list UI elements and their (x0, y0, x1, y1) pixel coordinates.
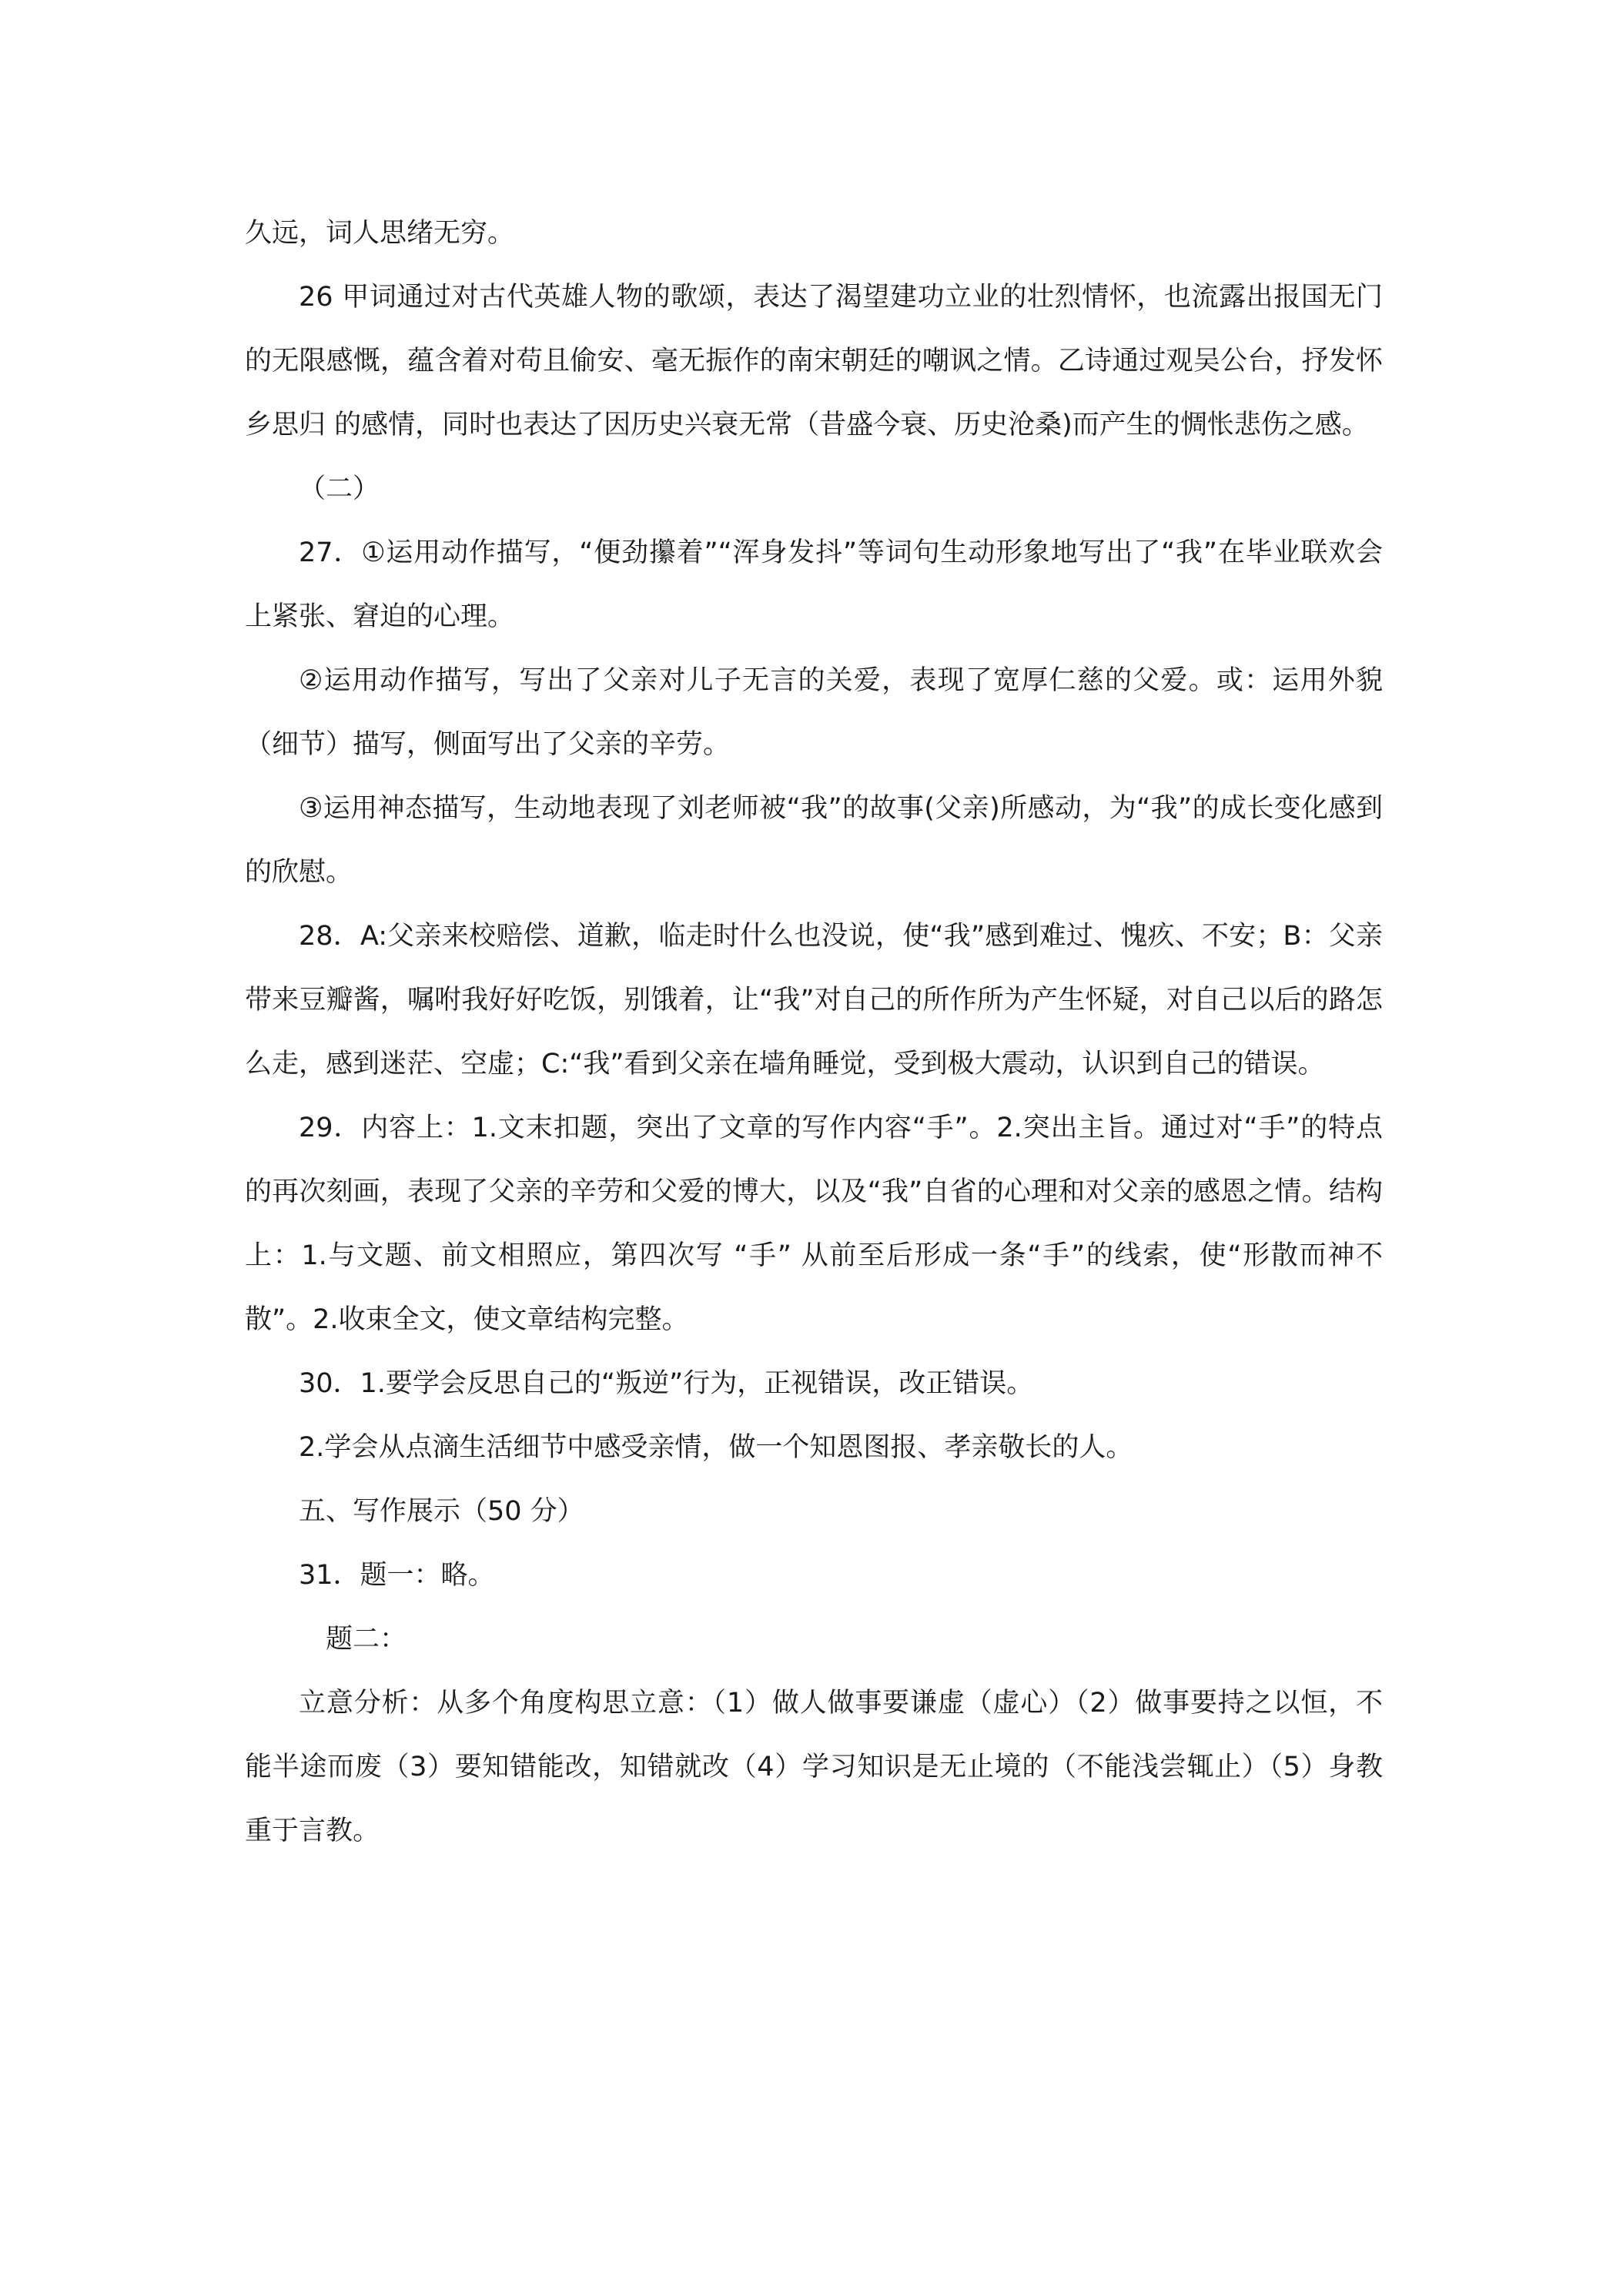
answer-29: 29．内容上：1.文末扣题，突出了文章的写作内容“手”。2.突出主旨。通过对“手”的特点的再次刻画，表现了父亲的辛劳和父爱的博大，以及“我”自省的心理和对父亲的感恩之情。结构上：1.与文题、前文相照应，第四次写 “手” 从前至后形成一条“手”的线索，使“形散而神不散”。2.收束全文，使文章结构完整。 (245, 1113, 1383, 1335)
answer-31-topic-2-label: 题二： (326, 1624, 407, 1655)
answer-30-part-1: 30．1.要学会反思自己的“叛逆”行为，正视错误，改正错误。 (299, 1368, 1034, 1399)
answer-26: 26 甲词通过对古代英雄人物的歌颂，表达了渴望建功立业的壮烈情怀，也流露出报国无门的无限感慨，蕴含着对苟且偷安、毫无振作的南宋朝廷的嘲讽之情。乙诗通过观吴公台，抒发怀乡思归 的感情，同时也表达了因历史兴衰无常（昔盛今衰、历史沧桑)而产生的惆怅悲伤之感。 (245, 282, 1383, 440)
section-heading-two: （二） (299, 474, 380, 504)
answer-31-analysis: 立意分析：从多个角度构思立意：（1）做人做事要谦虚（虚心）（2）做事要持之以恒，不能半途而废（3）要知错能改，知错就改（4）学习知识是无止境的（不能浅尝辄止）（5）身教重于言教。 (245, 1688, 1383, 1846)
section-heading-writing: 五、写作展示（50 分） (299, 1496, 584, 1527)
answer-28: 28．A:父亲来校赔偿、道歉，临走时什么也没说，使“我”感到难过、愧疚、不安；B：父亲带来豆瓣酱，嘱咐我好好吃饭，别饿着，让“我”对自己的所作所为产生怀疑，对自己以后的路怎么走，感到迷茫、空虚；C:“我”看到父亲在墙角睡觉，受到极大震动，认识到自己的错误。 (245, 921, 1383, 1079)
answer-text-body (245, 202, 1383, 1863)
paragraph-continuation: 久远，词人思绪无穷。 (245, 218, 515, 249)
answer-30-part-2: 2.学会从点滴生活细节中感受亲情，做一个知恩图报、孝亲敬长的人。 (299, 1432, 1133, 1463)
answer-27-part-2: ②运用动作描写，写出了父亲对儿子无言的关爱，表现了宽厚仁慈的父爱。或：运用外貌（细节）描写，侧面写出了父亲的辛劳。 (245, 665, 1383, 760)
answer-27-part-3: ③运用神态描写，生动地表现了刘老师被“我”的故事(父亲)所感动，为“我”的成长变化感到的欣慰。 (245, 793, 1383, 888)
answer-27-part-1: 27．①运用动作描写，“便劲攥着”“浑身发抖”等词句生动形象地写出了“我”在毕业联欢会上紧张、窘迫的心理。 (245, 537, 1383, 632)
answer-31-topic-1: 31．题一：略。 (299, 1560, 495, 1591)
